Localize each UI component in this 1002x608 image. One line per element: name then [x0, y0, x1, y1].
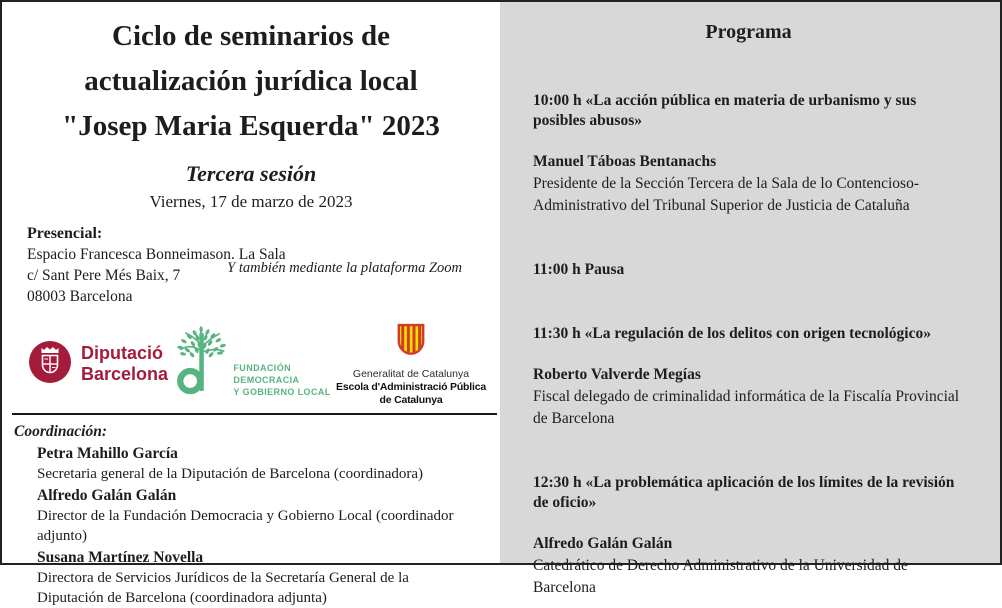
diputacio-logo-text	[81, 343, 168, 385]
program-speaker: Roberto Valverde Megías	[533, 366, 701, 383]
fundacion-text-line-3: Y GOBIERNO LOCAL	[233, 386, 331, 397]
venue-section	[2, 224, 500, 310]
generalitat-catalunya-logo	[336, 322, 486, 407]
list-item	[37, 548, 480, 608]
venue-line-2: c/ Sant Pere Més Baix, 7	[27, 267, 181, 284]
program-panel	[500, 2, 1000, 596]
program-time-topic: 11:00 h Pausa	[533, 261, 625, 278]
coordination-list	[37, 444, 480, 608]
program-item	[533, 324, 964, 429]
program-item	[533, 473, 964, 598]
diputacio-barcelona-logo	[28, 340, 168, 389]
program-speaker: Alfredo Galán Galán	[533, 535, 673, 552]
logos-row	[28, 324, 486, 404]
program-speaker-role: Fiscal delegado de criminalidad informática de la Fiscalía Provincial de Barcelona	[533, 388, 960, 427]
coordination-label: Coordinación:	[14, 423, 108, 440]
program-time-topic: 10:00 h «La acción pública en materia de urbanismo y sus posibles abusos»	[533, 92, 917, 129]
title-line-1: Ciclo de seminarios de	[112, 20, 390, 52]
diputacio-text-line-2: Barcelona	[81, 364, 169, 384]
fundacion-tree-icon	[173, 323, 231, 406]
diputacio-crest-icon	[28, 340, 72, 389]
fundacion-text-line-1: FUNDACIÓN	[233, 362, 292, 373]
coordinator-role: Director de la Fundación Democracia y Gobierno Local (coordinador adjunto)	[37, 508, 454, 544]
program-time-topic: 11:30 h «La regulación de los delitos con origen tecnológico»	[533, 325, 931, 342]
list-item	[37, 486, 480, 546]
program-speaker: Manuel Táboas Bentanachs	[533, 153, 717, 170]
venue-label: Presencial:	[27, 225, 103, 242]
coordinator-name: Alfredo Galán Galán	[37, 487, 177, 504]
generalitat-text-line-1: Generalitat de Catalunya	[352, 367, 470, 380]
program-speaker-role: Catedrático de Derecho Administrativo de la Universidad de Barcelona	[533, 557, 908, 596]
coordinator-role: Secretaria general de la Diputación de Barcelona (coordinadora)	[37, 466, 424, 482]
title-line-3: "Josep Maria Esquerda" 2023	[62, 110, 440, 142]
session-subtitle: Tercera sesión	[185, 161, 317, 186]
program-time-topic: 12:30 h «La problemática aplicación de los límites de la revisión de oficio»	[533, 474, 955, 511]
session-date: Viernes, 17 de marzo de 2023	[149, 192, 353, 211]
program-item	[533, 260, 964, 280]
generalitat-text-line-3: de Catalunya	[379, 393, 443, 406]
title-line-2: actualización jurídica local	[84, 65, 418, 97]
fundacion-text-line-2: DEMOCRACIA	[233, 374, 300, 385]
section-divider	[12, 413, 497, 415]
program-item	[533, 91, 964, 216]
fundacion-democracia-logo	[173, 323, 330, 406]
fundacion-logo-text	[233, 362, 330, 406]
left-panel	[2, 2, 500, 606]
venue-line-3: 08003 Barcelona	[27, 288, 133, 305]
coordinator-name: Susana Martínez Novella	[37, 549, 204, 566]
generalitat-shield-icon	[396, 322, 426, 365]
diputacio-text-line-1: Diputació	[81, 343, 164, 363]
coordinator-name: Petra Mahillo García	[37, 445, 178, 462]
program-title: Programa	[705, 21, 792, 43]
generalitat-text-line-2: Escola d'Administració Pública	[336, 380, 486, 393]
zoom-platform-note: Y también mediante la plataforma Zoom	[227, 260, 462, 276]
page-title	[2, 14, 500, 149]
coordinator-role: Directora de Servicios Jurídicos de la Secretaría General de la Diputación de Barcelona (coordinadora adjunta)	[37, 570, 409, 606]
venue-line-1: Espacio Francesca Bonneimason. La Sala	[27, 246, 286, 263]
program-speaker-role: Presidente de la Sección Tercera de la Sala de lo Contencioso-Administrativo del Tribunal Superior de Justicia de Cataluña	[533, 175, 919, 214]
list-item	[37, 444, 480, 484]
